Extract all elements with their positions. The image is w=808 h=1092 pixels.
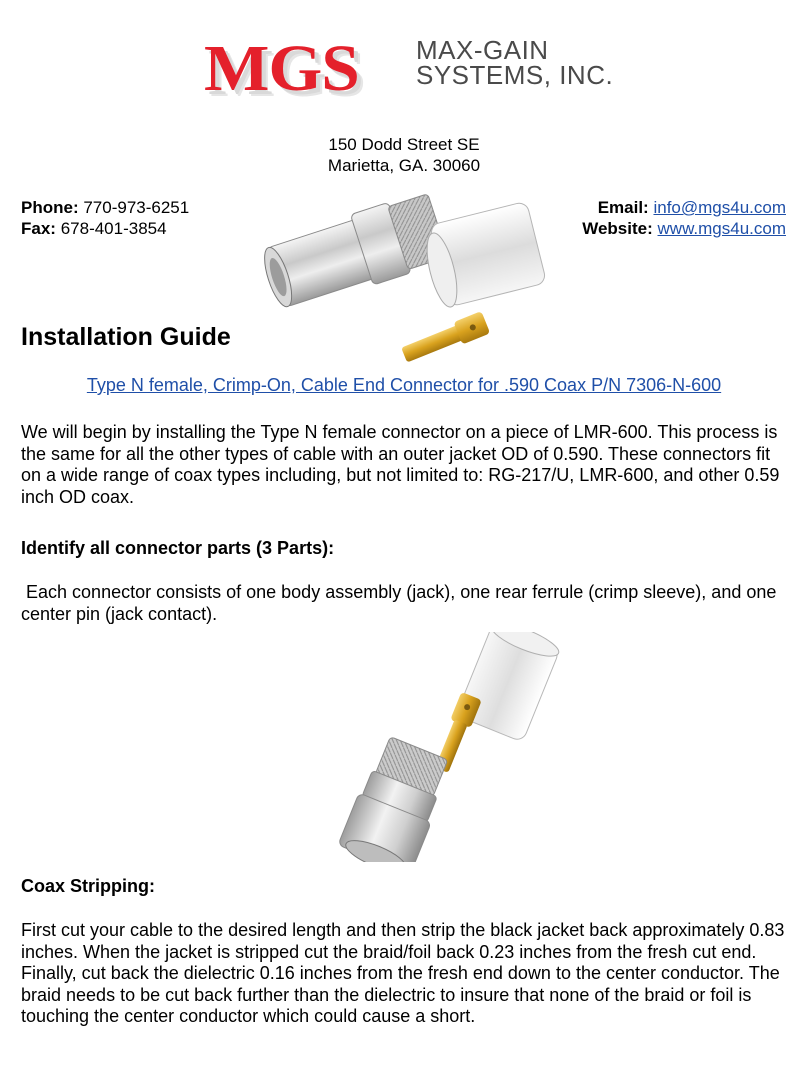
email-row — [598, 197, 786, 218]
connector-body-icon — [262, 190, 449, 315]
website-row — [582, 218, 786, 239]
fax-value: 678-401-3854 — [60, 219, 167, 238]
company-name-line2: SYSTEMS, INC. — [416, 60, 614, 90]
company-logo — [204, 32, 624, 106]
crimp-sleeve-icon-exploded — [456, 632, 562, 742]
email-link[interactable]: info@mgs4u.com — [653, 198, 786, 217]
website-label: Website: — [582, 219, 653, 238]
address-line1: 150 Dodd Street SE — [328, 135, 480, 154]
parts-paragraph: Each connector consists of one body assembly (jack), one rear ferrule (crimp sleeve), and one center pin (jack contact). — [21, 582, 782, 624]
product-link-row — [0, 374, 808, 396]
address-line2: Marietta, GA. 30060 — [327, 156, 481, 175]
connector-parts-image-exploded — [292, 632, 562, 862]
center-pin-icon — [400, 311, 491, 366]
website-link[interactable]: www.mgs4u.com — [657, 219, 786, 238]
logo-mark: MGS — [204, 32, 359, 105]
stripping-heading: Coax Stripping: — [21, 876, 155, 896]
parts-heading: Identify all connector parts (3 Parts): — [21, 538, 335, 558]
crimp-sleeve-icon — [421, 201, 547, 310]
page-title: Installation Guide — [21, 323, 231, 351]
fax-label: Fax: — [21, 219, 56, 238]
phone-row — [21, 197, 189, 218]
email-label: Email: — [597, 198, 649, 217]
phone-value: 770-973-6251 — [83, 198, 190, 217]
product-link[interactable]: Type N female, Crimp-On, Cable End Connector for .590 Coax P/N 7306-N-600 — [86, 375, 722, 395]
connector-body-icon-exploded — [336, 734, 456, 862]
intro-paragraph: We will begin by installing the Type N female connector on a piece of LMR-600. This process is the same for all the other types of cable with an outer jacket OD of 0.590. These connectors fit on a wide range of coax types including, but not limited to: RG-217/U, LMR-600, and other 0.59 inch OD coax. — [21, 422, 780, 507]
company-name-line1: MAX-GAIN — [416, 35, 549, 65]
stripping-paragraph: First cut your cable to the desired length and then strip the black jacket back approximately 0.83 inches. When the jacket is stripped cut the braid/foil back 0.23 inches from the fresh cut end. Finally, cut back the dielectric 0.16 inches from the fresh end down to the center conductor. The braid needs to be cut back further than the dielectric to insure that none of the braid or foil is touching the center conductor which could cause a short. — [21, 920, 785, 1026]
company-name — [416, 35, 614, 90]
connector-parts-image-top — [262, 182, 552, 372]
fax-row — [21, 218, 167, 239]
phone-label: Phone: — [21, 198, 79, 217]
